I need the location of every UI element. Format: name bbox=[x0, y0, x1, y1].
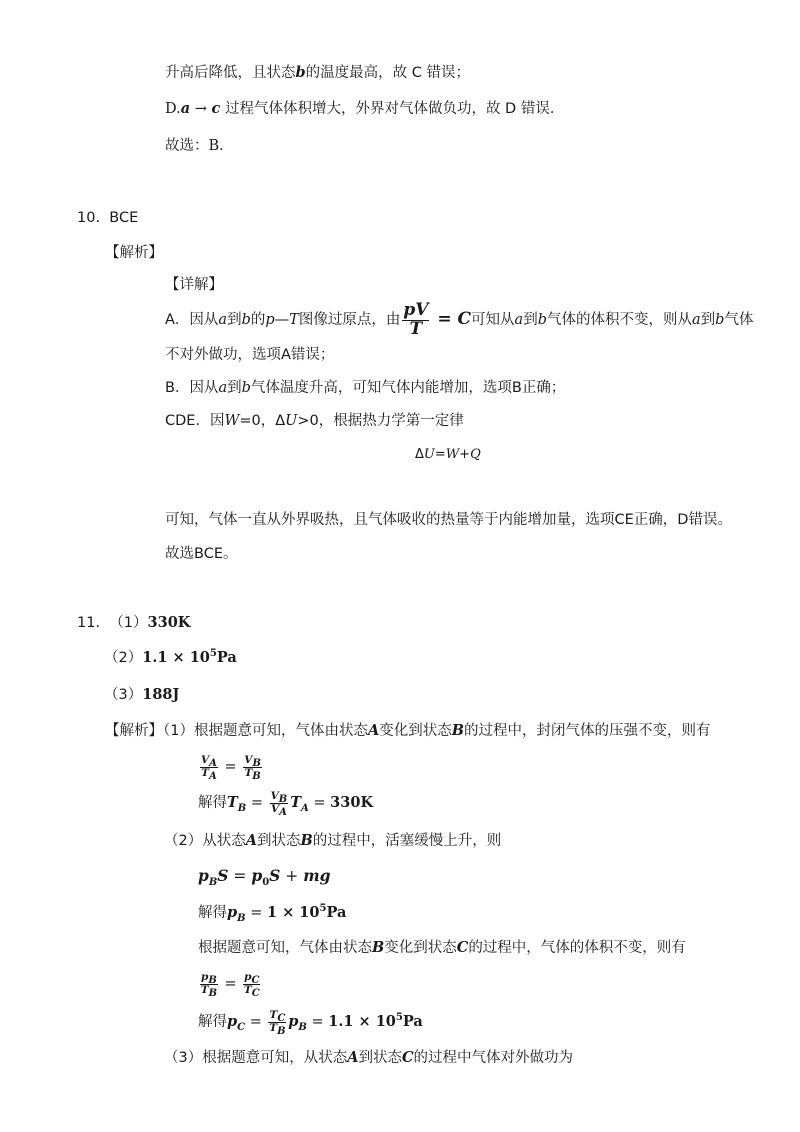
delta-symbol: Δ bbox=[415, 447, 424, 462]
math-var: b bbox=[295, 64, 306, 81]
text: A．因从 bbox=[165, 312, 219, 328]
math-var: B bbox=[300, 832, 313, 849]
subscript: A bbox=[209, 758, 217, 770]
text: 变化到状态 bbox=[379, 723, 452, 739]
fraction-denominator: T bbox=[409, 318, 423, 339]
question-11-answer-1 bbox=[77, 613, 190, 633]
sub-label: （2） bbox=[164, 833, 203, 849]
math-var: A bbox=[245, 832, 257, 849]
text: 的过程中，活塞缓慢上升，则 bbox=[312, 833, 502, 849]
unit: Pa bbox=[402, 1013, 423, 1030]
equals-symbol: = bbox=[434, 447, 446, 462]
math-var: a bbox=[692, 312, 701, 328]
subscript: C bbox=[237, 1021, 246, 1033]
math-var: a bbox=[218, 380, 228, 396]
text-line-choose-b bbox=[165, 136, 234, 156]
math-var: p bbox=[201, 971, 209, 984]
analysis-step-2 bbox=[164, 831, 501, 851]
equals-symbol: = bbox=[306, 1014, 329, 1030]
subscript: B bbox=[208, 877, 218, 889]
text: 根据题意可知，从状态 bbox=[202, 1050, 348, 1066]
math-var: p—T bbox=[265, 312, 299, 328]
fraction-pb-over-tb bbox=[200, 971, 218, 999]
equals-symbol: = bbox=[245, 905, 267, 921]
text-line-option-cde bbox=[165, 411, 464, 431]
answer-value: 188J bbox=[142, 686, 180, 703]
math-var: T bbox=[269, 1009, 278, 1022]
text: 解得 bbox=[198, 795, 227, 811]
sub-label: （3） bbox=[104, 687, 143, 703]
math-var: V bbox=[201, 754, 210, 767]
fraction-va-over-ta bbox=[200, 754, 218, 782]
unit: Pa bbox=[326, 904, 347, 921]
text: B．因从 bbox=[165, 380, 219, 396]
detail-label: 【详解】 bbox=[165, 277, 223, 293]
fraction-denominator bbox=[243, 766, 262, 782]
result-value: 330K bbox=[330, 794, 374, 811]
equals-symbol: = bbox=[219, 976, 242, 992]
math-var: B bbox=[372, 939, 385, 956]
math-var: p bbox=[227, 904, 238, 921]
subscript: B bbox=[252, 770, 261, 782]
math-var: p bbox=[227, 1013, 238, 1030]
plus-symbol: + bbox=[459, 447, 471, 462]
text-line-option-a-cont: 不对外做功，选项A错误； bbox=[165, 347, 335, 363]
sub-label: （2） bbox=[104, 650, 143, 666]
text: 到 bbox=[523, 312, 538, 328]
math-var: A bbox=[347, 1049, 359, 1066]
text: 到状态 bbox=[257, 833, 301, 849]
text: 的 bbox=[250, 312, 266, 328]
text: 可知从 bbox=[471, 312, 515, 328]
equals-symbol: = bbox=[219, 759, 242, 775]
subscript: C bbox=[251, 975, 260, 987]
answer-letter: B bbox=[208, 138, 220, 154]
fraction-vb-over-tb bbox=[243, 754, 262, 782]
subscript: B bbox=[252, 758, 261, 770]
text: 的过程中，封闭气体的压强不变，则有 bbox=[464, 723, 711, 739]
equation-gay-lussac bbox=[198, 969, 262, 999]
answer-value: 1.1 × 10 bbox=[142, 649, 210, 666]
text-line-temperature-highest bbox=[165, 63, 470, 83]
exponent: 5 bbox=[319, 903, 327, 915]
math-var: b bbox=[715, 312, 725, 328]
math-var: c bbox=[211, 100, 221, 117]
unit: Pa bbox=[216, 649, 237, 666]
formula-first-law bbox=[415, 445, 481, 465]
text: 到 bbox=[227, 380, 242, 396]
sub-label: （3） bbox=[164, 1050, 203, 1066]
exponent: 5 bbox=[395, 1012, 403, 1024]
text: 变化到状态 bbox=[384, 940, 457, 956]
equals-symbol: = bbox=[245, 1014, 267, 1030]
analysis-label: 【解析】 bbox=[105, 723, 163, 739]
math-var: U bbox=[285, 413, 298, 429]
analysis-label: 【解析】 bbox=[105, 245, 163, 261]
math-var: p bbox=[251, 866, 263, 885]
subscript: B bbox=[277, 1025, 286, 1037]
math-var: p bbox=[288, 1013, 299, 1030]
equals-symbol: = bbox=[228, 867, 252, 885]
text: 到 bbox=[227, 312, 242, 328]
math-var: T bbox=[200, 983, 209, 996]
subscript: A bbox=[208, 770, 217, 782]
text: 气体温度升高，可知气体内能增加，选项B正确； bbox=[250, 380, 566, 396]
math-var: p bbox=[244, 971, 252, 984]
text: 到 bbox=[700, 312, 716, 328]
text: 图像过原点，由 bbox=[298, 312, 401, 328]
math-var: T bbox=[243, 983, 252, 996]
subscript: B bbox=[298, 1021, 307, 1033]
fraction-denominator bbox=[243, 983, 260, 999]
text-line-option-d bbox=[165, 99, 564, 119]
text-line-option-a bbox=[165, 298, 753, 341]
answer-value: 330K bbox=[147, 614, 191, 631]
equation-charles-law bbox=[198, 752, 264, 782]
analysis-step-3 bbox=[164, 1048, 573, 1068]
text: 从状态 bbox=[202, 833, 246, 849]
math-var: S bbox=[269, 866, 281, 885]
sub-label: （1） bbox=[163, 723, 194, 739]
arrow-symbol: → bbox=[190, 101, 212, 117]
math-var: A bbox=[367, 722, 380, 739]
fraction-vb-over-va bbox=[270, 790, 289, 818]
math-var: T bbox=[201, 766, 209, 779]
text: 的过程中，气体的体积不变，则有 bbox=[468, 940, 686, 956]
text-line-conclusion: 可知，气体一直从外界吸热，且气体吸收的热量等于内能增加量，选项CE正确，D错误。 bbox=[165, 512, 732, 528]
fraction-denominator bbox=[200, 983, 218, 999]
sub-label: （1） bbox=[109, 615, 148, 631]
plus-symbol: + bbox=[280, 867, 304, 885]
math-var: b bbox=[537, 312, 547, 328]
fraction-numerator: pV bbox=[403, 299, 429, 320]
text: 的温度最高，故 C 错误； bbox=[305, 65, 470, 81]
question-answer: BCE bbox=[109, 210, 139, 226]
result-pc bbox=[198, 1007, 423, 1037]
subscript: B bbox=[208, 975, 217, 987]
fraction-pc-over-tc bbox=[243, 971, 260, 999]
result-value: 1.1 × 10 bbox=[328, 1013, 396, 1030]
analysis-step-2b bbox=[198, 938, 686, 958]
fraction-denominator bbox=[268, 1021, 286, 1037]
text: 故选： bbox=[165, 138, 209, 154]
math-var: mg bbox=[303, 866, 331, 885]
option-letter: D. bbox=[165, 101, 181, 117]
text: 到状态 bbox=[358, 1050, 402, 1066]
math-var: a bbox=[180, 100, 191, 117]
equals-symbol: = bbox=[308, 795, 331, 811]
math-var: b bbox=[241, 312, 251, 328]
text: 升高后降低，且状态 bbox=[165, 65, 296, 81]
text-line-choose-bce: 故选BCE。 bbox=[165, 546, 238, 562]
text: 气体 bbox=[724, 312, 754, 328]
fraction-tc-over-tb bbox=[268, 1009, 286, 1037]
math-var: T bbox=[269, 1021, 278, 1034]
text: 气体的体积不变，则从 bbox=[547, 312, 692, 328]
math-var: U bbox=[423, 447, 435, 462]
math-var: W bbox=[445, 447, 460, 462]
result-value: 1 × 10 bbox=[266, 904, 320, 921]
exponent: 5 bbox=[209, 648, 217, 660]
math-var: p bbox=[198, 866, 209, 885]
text: 解得 bbox=[198, 1014, 227, 1030]
math-var: a bbox=[218, 312, 228, 328]
math-var: B bbox=[451, 722, 465, 739]
text: 解得 bbox=[198, 905, 227, 921]
subscript: C bbox=[251, 987, 260, 999]
math-var: C bbox=[456, 939, 469, 956]
question-11-answer-2 bbox=[104, 648, 237, 668]
result-pb bbox=[198, 903, 346, 923]
question-10-header bbox=[77, 208, 138, 228]
fraction-denominator bbox=[200, 766, 218, 782]
question-11-answer-3 bbox=[104, 685, 179, 705]
subscript: A bbox=[279, 806, 287, 818]
math-var: S bbox=[217, 866, 229, 885]
subscript: C bbox=[277, 1013, 286, 1025]
text-line-option-b bbox=[165, 378, 565, 398]
equation-equals-c: = C bbox=[431, 309, 472, 329]
math-var: Q bbox=[470, 447, 481, 462]
text: 过程气体体积增大，外界对气体做负功，故 D 错误． bbox=[220, 101, 565, 117]
text: 的过程中气体对外做功为 bbox=[413, 1050, 574, 1066]
math-var: V bbox=[244, 754, 253, 767]
question-number: 11. bbox=[77, 615, 101, 631]
math-var: V bbox=[270, 802, 280, 815]
analysis-step-1 bbox=[105, 721, 711, 741]
question-number: 10. bbox=[77, 210, 101, 226]
result-tb bbox=[198, 788, 373, 818]
fraction-pv-over-t bbox=[402, 299, 429, 339]
text: CDE．因 bbox=[165, 413, 225, 429]
math-var: T bbox=[227, 794, 238, 811]
equation-force-balance bbox=[198, 866, 331, 889]
subscript: B bbox=[278, 794, 288, 806]
fraction-denominator bbox=[270, 802, 289, 818]
math-var: a bbox=[514, 312, 524, 328]
math-var: b bbox=[241, 380, 251, 396]
equals-symbol: = bbox=[246, 795, 268, 811]
math-var: T bbox=[290, 794, 302, 811]
text: ． bbox=[219, 138, 234, 154]
math-var: V bbox=[270, 790, 279, 803]
subscript: 0 bbox=[262, 877, 270, 889]
subscript: B bbox=[208, 987, 218, 999]
text: 根据题意可知，气体由状态 bbox=[198, 940, 372, 956]
text: =0，Δ bbox=[239, 413, 286, 429]
subscript: B bbox=[237, 802, 247, 814]
text: 根据题意可知，气体由状态 bbox=[193, 723, 368, 739]
subscript: B bbox=[237, 912, 246, 924]
math-var: T bbox=[244, 766, 253, 779]
math-var: W bbox=[224, 413, 240, 429]
math-var: C bbox=[402, 1049, 414, 1066]
subscript: A bbox=[301, 802, 309, 814]
text: >0，根据热力学第一定律 bbox=[297, 413, 464, 429]
